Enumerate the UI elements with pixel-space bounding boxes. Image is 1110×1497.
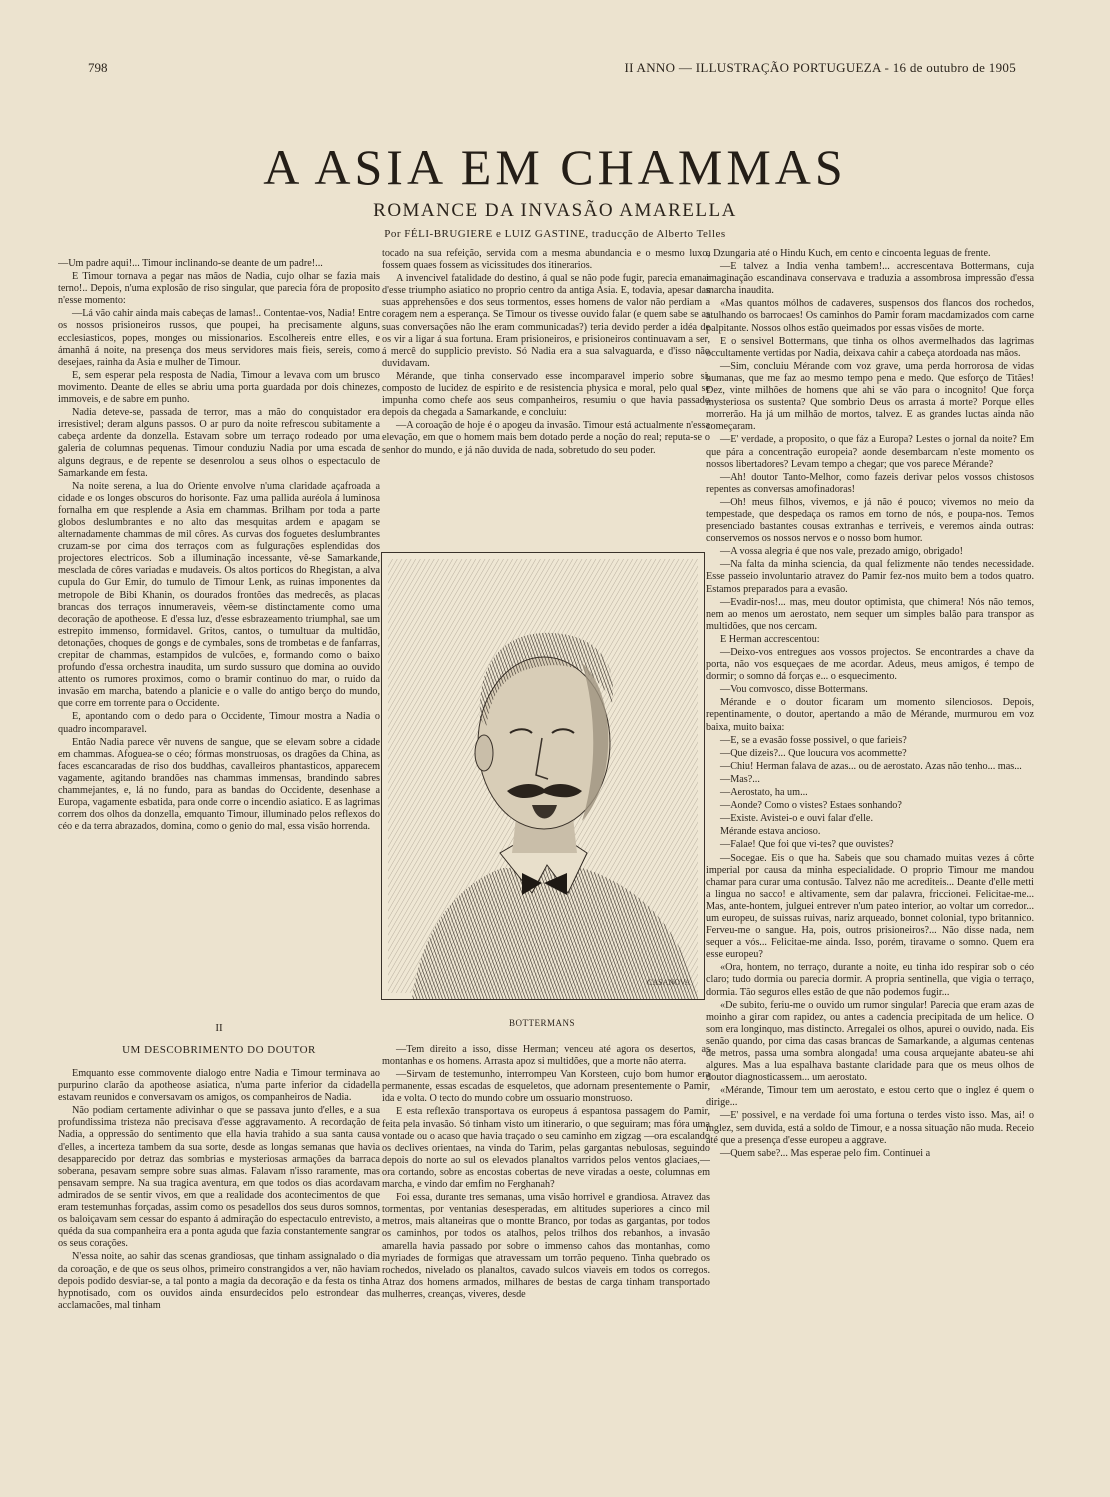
column-1-lower [58,1068,380,1458]
paragraph: —Deixo-vos entregues aos vossos projectos. Se encontrardes a chave da porta, não vos esqueçaes de me acordar. Adeus, meus amigos, é tempo de dormir; o somno dá forças e... o esquecimento. [706,647,1034,683]
paragraph: —Ah! doutor Tanto-Melhor, como fazeis derivar pelos vossos chistosos repentes as conversas amofinadoras! [706,471,1034,495]
publication-line: II ANNO — ILLUSTRAÇÃO PORTUGUEZA - 16 de outubro de 1905 [624,60,1016,75]
column-1 [58,258,380,1020]
article-heading [160,140,950,240]
paragraph: N'essa noite, ao sahir das scenas grandiosas, que tinham assignalado o dia da coroação, e de que os seus olhos, primeiro constrangidos a ver, não haviam depois podido desviar-se, a tal ponto a magia da decoração e da festa os tinha hypnotisado, com os ouvidos ainda ensurdecidos pelo estrondear das acclamacões, mal tinham [58,1251,380,1311]
paragraph: E, sem esperar pela resposta de Nadia, Timour a levava com um brusco movimento. Deante de elles se abriu uma porta guardada por dois chinezes, immoveis, e de sabre em punho. [58,369,380,406]
paragraph: —E' verdade, a proposito, o que fáz a Europa? Lestes o jornal da noite? Em que pára a concentração europeia? aonde desembarcam n'este momento os nossos libertadores? Levam tempo a chegar; que vos parece Mérande? [706,434,1034,470]
paragraph: —Existe. Avistei-o e ouvi falar d'elle. [720,813,873,825]
paragraph: —Lá vão cahir ainda mais cabeças de lamas!.. Contentae-vos, Nadia! Entre os nossos prisioneiros russos, que poupei, ha precisamente alguns, ecclesiasticos, popes, monges ou missionarios. Escolhereis entre elles, e ámanhã á noite, na presença dos meus servidores mais fieis, sereis, como desejaes, rainha da Asia e mulher de Timour. [58,308,380,368]
column-3 [706,248,1034,1458]
paragraph: Não podiam certamente adivinhar o que se passava junto d'elles, e a sua profundissima tristeza não precisava d'esse aggravamento. A recordação de Nadia, a oppressão do sentimento que ella havia trahido a sua santa causa d'elles, a incerteza tambem da sua sorte, desde as longas semanas que havia desapparecido por detraz das sombrias e mysteriosas armações da barraca soberana, pesavam sempre sobre suas almas. Falavam n'isso raramente, mas pensavam sempre. Na sua tragica aventura, em que todos os dias acordavam admirados de se sentir vivos, em que a realidade dos acontecimentos de que eram testemunhas forçadas, assim como os pesadellos dos seus duros somnos, os baloiçavam sem cessar do espanto á admiração do espectaculo entrevisto, a quéda da sua companheira era a ponta aguda que fazia constantemente sangrar os seus corações. [58,1105,380,1250]
paragraph: —Sirvam de testemunho, interrompeu Van Korsteen, cujo bom humor era permanente, essas escadas de esqueletos, que adornam presentemente o Pamir, ida e volta. O tecto do mundo cobre um ossuario monstruoso. [382,1069,710,1105]
paragraph: —Vou comvosco, disse Bottermans. [720,684,868,696]
paragraph: «Mérande, Timour tem um aerostato, e estou certo que o inglez é quem o dirige... [706,1085,1034,1109]
paragraph: —Quem sabe?... Mas esperae pelo fim. Continuei a [720,1147,931,1159]
paragraph: Então Nadia parece vêr nuvens de sangue, que se elevam sobre a cidade em chammas. Afoguea-se o céo; fórmas monstruosas, os dragões da China, as faces escancaradas de riso dos buddhas, cavalleiros phantasticos, apparecem vagamente, agitando brandões nas chammas immensas, brandindo sabres chammejantes, e, lá no fundo, para as bandas do Occidente, desenhase a Europa, vagamente esbatida, para onde corre o incendio asiatico. E as lagrimas correm dos olhos da donzella, emquanto Timour, illuminado pelos reflexos do céo e da terra abrazados, domina, como o genio do mal, essa visão horrenda. [58,736,380,833]
paragraph: Foi essa, durante tres semanas, uma visão horrivel e grandiosa. Atravez das tormentas, por ventanias desesperadas, em altitudes superiores a cinco mil metros, mais altaneiras que o montte Branco, por todas as gargantas, por todos os caminhos, por todos os atalhos, pelos trilhos dos rebanhos, a invasão amarella havia passado por sobre o immenso cahos das montanhas, como myriades de formigas que atravessam um torrão pequeno. Tinha quebrado os rochedos, nivelado os planaltos, cavado sulcos viaveis em todos os corregos. Atraz dos homens armados, milhares de bestas de carga tinham transportado mulherres, creanças, viveres, desde [382,1192,710,1300]
section-title: UM DESCOBRIMENTO DO DOUTOR [122,1044,316,1056]
column-2-upper [382,248,710,536]
paragraph: E, apontando com o dedo para o Occidente, Timour mostra a Nadia o quadro incomparavel. [58,711,380,735]
paragraph: A invencivel fatalidade do destino, á qual se não pode fugir, parecia emanar d'esse triumpho asiatico no proprio centro da antiga Asia. E, todavia, apesar das suas apprehensões e dos seus tormentos, esses homens de valor não perdiam a coragem nem a esperança. Se Timour os tivesse ouvido falar (e quem sabe se as suas conversações não lhe eram communicadas?) teria devido perder a idéa de os vir a ligar á sua fortuna. Eram prisioneiros, e prisioneiros continuavam a ser, á mercê do supplicio previsto. Só Nadia era a sua salvaguarda, e d'isso não duvidavam. [382,273,710,369]
paragraph: —Socegae. Eis o que ha. Sabeis que sou chamado muitas vezes á côrte imperial por causa da minha especialidade. O proprio Timour me mandou chamar para curar uma contusão. Talvez não me acrediteis... Deante d'elle metti a lingua no sacco! e altivamente, sem dar palavra, friccionei. Felicitae-me... Mas, ante-hontem, julguei entrever n'um pateo interior, ao voltar um corredor... um europeu, de suissas ruivas, nariz arqueado, bonnet colonial, typo britannico. Ferveu-me o sangue. Ha, pois, outros prisioneiros?... Não disse nada, nem sequer a vós... Felicitae-me ainda. Isso, porém, tiravame o somno. Quem era esse europeu? [706,852,1034,961]
paragraph: —Tem direito a isso, disse Herman; venceu até agora os desertos, as montanhas e os homens. Arrasta apoz si multidões, que a morte não aterra. [382,1044,710,1068]
paragraph: —Na falta da minha sciencia, da qual felizmente não tendes necessidade. Esse passeio involuntario atravez do Pamir fez-nos muito bem a todos quatro. Estamos preparados para a evasão. [706,559,1034,595]
paragraph: —E, se a evasão fosse possivel, o que farieis? [720,734,907,746]
running-head [88,60,1016,80]
paragraph: —Aerostato, ha um... [720,787,808,799]
paragraph: —Oh! meus filhos, vivemos, e já não é pouco; vivemos no meio da tempestade, que despedaça os ramos em torno de nós, e poupa-nos. Temos presenciado bastantes cousas extranhas e terriveis, e veremos ainda outras: conservemos os nossos nervos e o nosso bom humor. [706,496,1034,545]
paragraph: a Dzungaria até o Hindu Kuch, em cento e cincoenta leguas de frente. [706,248,991,259]
paragraph: —Evadir-nos!... mas, meu doutor optimista, que chimera! Nós não temos, nem ao menos um aerostato, nem sequer um simples balão para transpor as multidões, que nos cercam. [706,596,1034,632]
paragraph: —E talvez a India venha tambem!... accrescentava Bottermans, cuja imaginação escandinava conservava e traduzia a assombrosa impressão d'essa marcha inaudita. [706,261,1034,297]
paragraph: —E' possivel, e na verdade foi uma fortuna o terdes visto isso. Mas, ai! o inglez, sem duvida, está a soldo de Timour, e a nossa situação não muda. Receio até que a presença d'esse europeu a aggrave. [706,1110,1034,1146]
paragraph: Na noite serena, a lua do Oriente envolve n'uma claridade açafroada a cidade e os longes obscuros do horisonte. Faz uma pallida auréola á luminosa fornalha em que resplende a Asia em chammas. Brilham por toda a parte globos deslumbrantes e no alto das mesquitas ardem e apagam se alternadamente chammas de mil côres. As curvas dos foguetes deslumbrantes cruzam-se por cima dos terraços com as fulgurações esplendidas dos projectores electricos. Sob a illuminação incessante, vê-se Samarkande, mesclada de côres variadas e mudaveis. Os altos porticos do Rhegistan, a alva cupula do Gur Emir, do tumulo de Timour Lenk, as ruinas imponentes da metropole de Bibi Khanin, os dourados frontões das medrecês, as placas brancas dos terraços innumeraveis, vêem-se distinctamente como uma decoração de apotheose. E d'essa luz, d'esse esbrazeamento triumphal, sae um estrepito immenso, formidavel. Gritos, cantos, o tumultuar da multidão, detonações, choques de gongs e de cymbales, sons de trombetas e de fanfarras, crepitar de chammas, estampidos de vulcões, e, formando como o baixo profundo d'essa orchestra inaudita, um surdo sussuro que domina ao ouvido attento os rumores proximos, como o bramir continuo do mar, o ruido da invasão em marcha, batendo a planicie e o valle do antigo berço do mundo, que corre em torrente para o Occidente. [58,480,380,710]
paragraph: —A coroação de hoje é o apogeu da invasão. Timour está actualmente n'essa elevação, em que o homem mais bem dotado perde a noção do real; reputa-se o senhor do mundo, e já não duvida de nada, sobretudo do seu poder. [382,420,710,456]
article-subtitle: ROMANCE DA INVASÃO AMARELLA [373,200,737,221]
column-2-lower [382,1044,710,1458]
paragraph: —Aonde? Como o vistes? Estaes sonhando? [720,800,902,812]
page-number: 798 [88,60,108,75]
paragraph: —Sim, concluiu Mérande com voz grave, uma perda horrorosa de vidas humanas, que me faz ao mesmo tempo pena e medo. Que esforço de Titães! Dez, vinte milhões de homens que ahi se vão para o incognito! Que força mysteriosa os sustenta? Que sombrio Deus os arrasta á morte? Porque elles morrerão. Ha já um milhão de mortos, talvez. E as grandes luctas ainda não começaram. [706,360,1034,433]
section-number: II [215,1022,223,1034]
paragraph: E Herman accrescentou: [720,633,820,645]
portrait-illustration [381,552,705,1000]
paragraph: Mérande estava ancioso. [720,826,821,838]
engraver-signature: CASANOVA [647,978,691,987]
paragraph: E Timour tornava a pegar nas mãos de Nadia, cujo olhar se fazia mais terno!.. Depois, n'uma explosão de riso singular, que parecia fóra de proposito n'esse momento: [58,271,380,307]
paragraph: E esta reflexão transportava os europeus á espantosa passagem do Pamir, feita pela invasão. Só tinham visto um itinerario, o que seguiram; mas fóra uma vontade ou o acaso que havia traçado o seu caminho em zigzag —ora escalando os declives orientaes, na vinda do Tarim, pelas gargantas nebulosas, seguindo depois do norte ao sul os elevados planaltos varridos pelos ventos glaciaes,—ora cortando, sobre as encostas cobertas de neve viradas a oeste, columnas em marcha, e vindo dar emfim no Ferghanah? [382,1106,710,1191]
paragraph: —A vossa alegria é que nos vale, prezado amigo, obrigado! [720,546,964,558]
paragraph: Nadia deteve-se, passada de terror, mas a mão do conquistador era irresistivel; deram alguns passos. O ar puro da noite refrescou subitamente a cabeça ardente da donzella. Estavam sobre um terraço rodeado por uma galeria de columnas pequenas. Timour conduziu Nadia por uma escada de alguns degraus, e de repente se desenrolou a seus olhos o espectaculo de Samarkande em festa. [58,407,380,479]
paragraph: —Um padre aqui!... Timour inclinando-se deante de um padre!... [58,258,323,269]
paragraph: —Chiu! Herman falava de azas... ou de aerostato. Azas não tenho... mas... [720,760,1022,772]
paragraph: tocado na sua refeição, servida com a mesma abundancia e o mesmo luxo, fossem quaes fossem as vicissitudes dos itinerarios. [382,248,710,272]
paragraph: «Ora, hontem, no terraço, durante a noite, eu tinha ido respirar sob o céo claro; tudo dormia ou parecia dormir. A propria sentinella, que vigia o terraço, dormia. Tão seguros elles estão de que não podemos fugir... [706,962,1034,998]
paragraph: Mérande e o doutor ficaram um momento silenciosos. Depois, repentinamente, o doutor, apertando a mão de Mérande, murmurou em voz baixa, muito baixa: [706,697,1034,733]
paragraph: E o sensivel Bottermans, que tinha os olhos avermelhados das lagrimas occultamente vertidas por Nadia, deixava cahir a cabeça atordoada nas mãos. [706,335,1034,359]
portrait-engraving [382,553,704,999]
portrait-caption: BOTTERMANS [508,1018,575,1028]
paragraph: —Que dizeis?... Que loucura vos acommette? [720,747,907,759]
article-title: A ASIA EM CHAMMAS [263,139,847,195]
paragraph: —Mas?... [720,773,760,785]
paragraph: —Falae! Que foi que vi-tes? que ouvistes? [720,839,894,851]
paragraph: Mérande, que tinha conservado esse incomparavel imperio sobre si, composto de lucidez de espirito e de resistencia physica e moral, pelo qual se impunha como chefe aos seus companheiros, resumiu o que havia passado depois da chegada a Samarkande, e concluiu: [382,370,710,419]
article-byline: Por FÉLI-BRUGIERE e LUIZ GASTINE, traducção de Alberto Telles [384,228,726,240]
paragraph: Emquanto esse commovente dialogo entre Nadia e Timour terminava ao purpurino clarão da apotheose asiatica, n'uma parte inferior da cidadella estavam reunidos e conversavam os amigos, os companheiros de Nadia. [58,1068,380,1104]
paragraph: «Mas quantos mólhos de cadaveres, suspensos dos flancos dos rochedos, atulhando os barrocaes! Os caminhos do Pamir foram macdamizados com carne palpitante. Nossos olhos estão queimados por essas visões de morte. [706,298,1034,334]
paragraph: «De subito, feriu-me o ouvido um rumor singular! Parecia que eram azas de moinho a girar com rapidez, ou antes a cadencia precipitada de um helice. O som era longinquo, mas distincto. Arregalei os olhos, apurei o ouvido, nada. Eis senão quando, por cima das casas brancas de Samarkande, a algumas centenas de metros, passa uma sombra alongada! uma cousa arquejante abateu-se ahi algures. Mas a lua espalhava bastante claridade para que os meus olhos de doutor diagnosticassem... um aerostato. [706,999,1034,1084]
